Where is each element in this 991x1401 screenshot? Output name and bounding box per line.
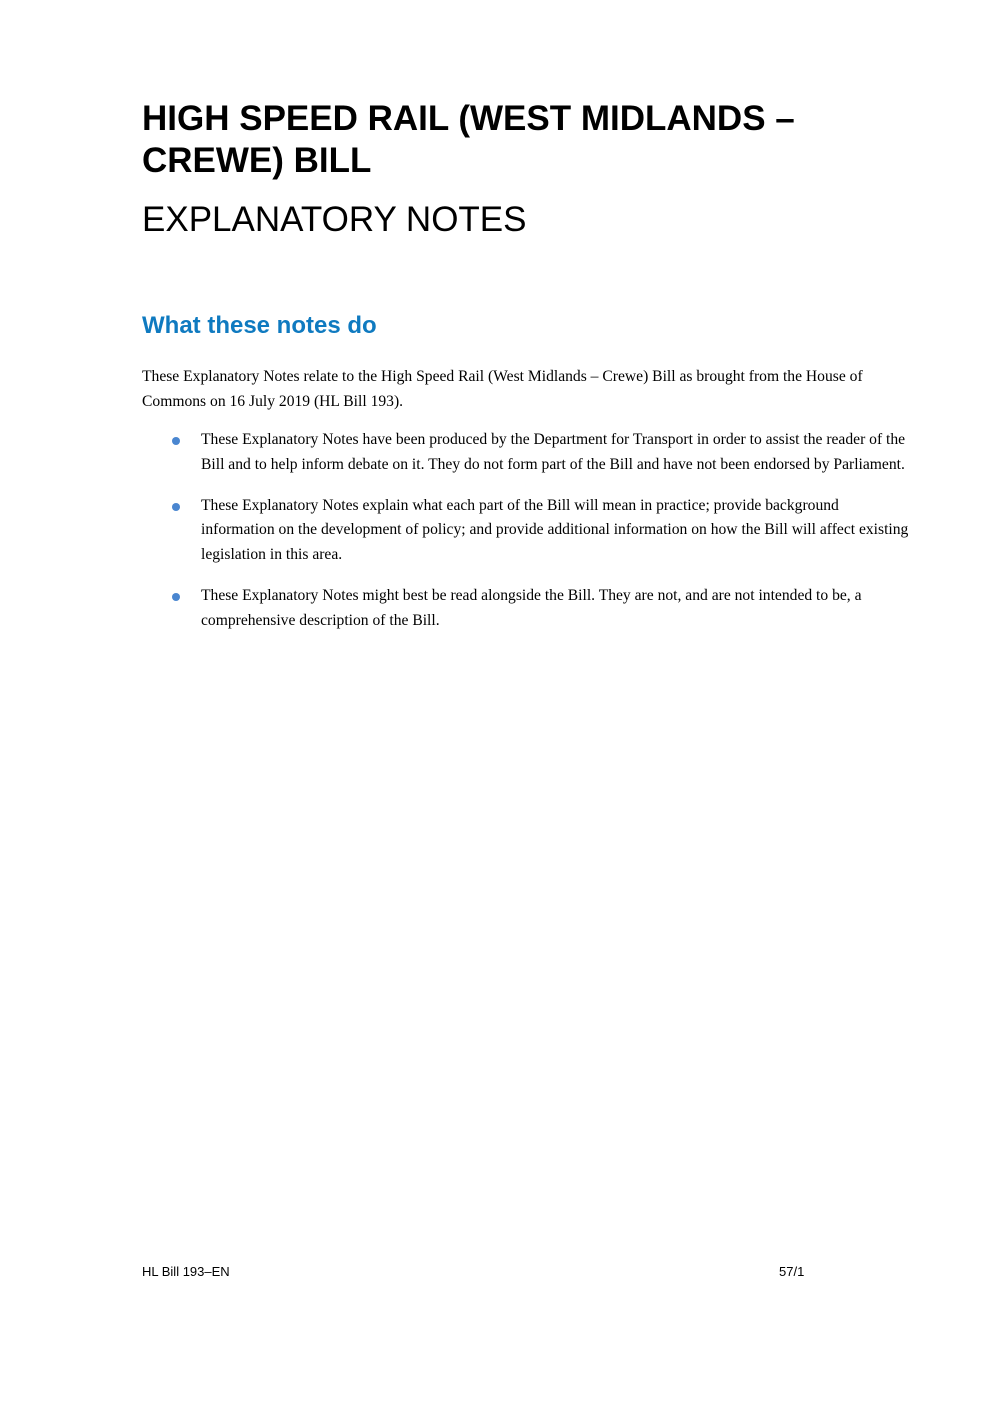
list-item	[142, 584, 912, 634]
bullet-text: These Explanatory Notes explain what each part of the Bill will mean in practice; provide background information on the development of policy; and provide additional information on how the Bill will affect existing legislation in this area.	[201, 496, 909, 564]
bullet-dot-icon	[172, 593, 180, 601]
document-title: HIGH SPEED RAIL (WEST MIDLANDS – CREWE) BILL	[142, 99, 795, 180]
document-subtitle: EXPLANATORY NOTES	[142, 200, 527, 239]
bullet-text: These Explanatory Notes have been produced by the Department for Transport in order to assist the reader of the Bill and to help inform debate on it. They do not form part of the Bill and have not been endorsed by Parliament.	[201, 431, 906, 473]
bullet-dot-icon	[172, 437, 180, 445]
bullet-dot-icon	[172, 503, 180, 511]
intro-paragraph: These Explanatory Notes relate to the High Speed Rail (West Midlands – Crewe) Bill as brought from the House of Commons on 16 July 2019 (HL Bill 193).	[142, 368, 863, 410]
section-heading: What these notes do	[142, 312, 377, 339]
footer-page-number: 57/1	[779, 1264, 805, 1279]
list-item	[142, 494, 912, 568]
bullet-text: These Explanatory Notes might best be read alongside the Bill. They are not, and are not intended to be, a comprehensive description of the Bill.	[201, 586, 862, 629]
footer-bill-reference: HL Bill 193–EN	[142, 1264, 230, 1279]
list-item	[142, 428, 912, 478]
bullet-list	[142, 428, 912, 650]
